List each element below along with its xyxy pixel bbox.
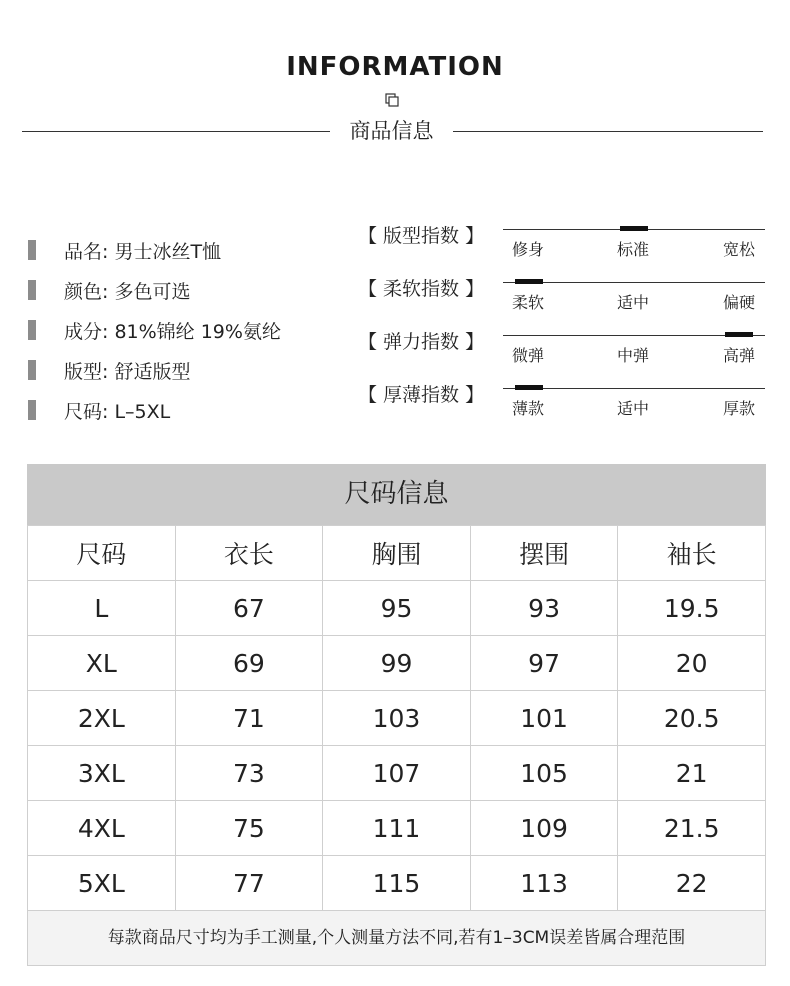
table-cell: 105 [470,746,618,801]
product-details [28,230,368,430]
column-header: 摆围 [470,526,618,581]
table-row [28,801,766,856]
detail-row-color [28,270,368,310]
index-scale-softness [503,282,765,322]
table-cell: 19.5 [618,581,766,636]
column-header: 尺码 [28,526,176,581]
bullet-bar-icon [28,280,36,300]
scale-option: 薄款 [512,399,545,418]
scale-option: 标准 [617,240,650,259]
detail-text: 版型: 舒适版型 [64,360,191,383]
table-cell: 113 [470,856,618,911]
table-cell: 95 [323,581,471,636]
table-cell: 73 [175,746,323,801]
scale-marker [515,279,543,284]
bullet-bar-icon [28,240,36,260]
scale-option: 微弹 [512,346,545,365]
table-header-row [28,526,766,581]
section-subtitle: 商品信息 [349,119,434,143]
table-cell: 101 [470,691,618,746]
detail-row-name [28,230,368,270]
table-cell: 3XL [28,746,176,801]
index-scale-elasticity [503,335,765,375]
index-scale-thickness [503,388,765,428]
scale-marker [515,385,543,390]
table-cell: 103 [323,691,471,746]
detail-row-material [28,310,368,350]
column-header: 胸围 [323,526,471,581]
scale-option: 高弹 [723,346,756,365]
bullet-bar-icon [28,320,36,340]
table-cell: 2XL [28,691,176,746]
table-cell: 99 [323,636,471,691]
detail-row-size [28,390,368,430]
detail-text: 成分: 81%锦纶 19%氨纶 [64,320,281,343]
table-cell: 97 [470,636,618,691]
scale-option: 修身 [512,240,545,259]
table-cell: 77 [175,856,323,911]
index-label-fit: 【 版型指数 】 [358,225,485,247]
bullet-bar-icon [28,400,36,420]
table-row [28,636,766,691]
table-cell: 115 [323,856,471,911]
scale-option: 柔软 [512,293,545,312]
index-label-elasticity: 【 弹力指数 】 [358,331,485,353]
table-row [28,746,766,801]
index-scale-fit [503,229,765,269]
scale-option: 适中 [617,399,650,418]
table-row [28,856,766,911]
divider-left [22,131,330,132]
table-cell: 111 [323,801,471,856]
table-cell: 22 [618,856,766,911]
table-cell: 71 [175,691,323,746]
scale-marker [725,332,753,337]
table-cell: L [28,581,176,636]
table-cell: 21 [618,746,766,801]
table-cell: 4XL [28,801,176,856]
detail-text: 颜色: 多色可选 [64,280,191,303]
scale-option: 厚款 [723,399,756,418]
size-table-section [27,464,766,966]
table-cell: 109 [470,801,618,856]
column-header: 袖长 [618,526,766,581]
table-cell: XL [28,636,176,691]
table-cell: 20.5 [618,691,766,746]
page-title: INFORMATION [286,52,504,82]
table-cell: 107 [323,746,471,801]
detail-row-fit [28,350,368,390]
detail-text: 品名: 男士冰丝T恤 [64,240,222,263]
scale-option: 宽松 [723,240,756,259]
table-row [28,691,766,746]
detail-text: 尺码: L–5XL [64,400,171,423]
scale-option: 适中 [617,293,650,312]
scale-option: 中弹 [617,346,650,365]
bullet-bar-icon [28,360,36,380]
index-label-thickness: 【 厚薄指数 】 [358,384,485,406]
table-cell: 67 [175,581,323,636]
divider-right [453,131,763,132]
table-cell: 93 [470,581,618,636]
table-cell: 69 [175,636,323,691]
column-header: 衣长 [175,526,323,581]
size-table-title: 尺码信息 [27,464,766,525]
measurement-note: 每款商品尺寸均为手工测量,个人测量方法不同,若有1–3CM误差皆属合理范围 [27,911,766,966]
scale-marker [620,226,648,231]
table-cell: 21.5 [618,801,766,856]
copy-icon [385,93,399,107]
table-cell: 5XL [28,856,176,911]
table-cell: 20 [618,636,766,691]
table-cell: 75 [175,801,323,856]
table-row [28,581,766,636]
scale-option: 偏硬 [723,293,756,312]
size-table [27,525,766,911]
index-label-softness: 【 柔软指数 】 [358,278,485,300]
